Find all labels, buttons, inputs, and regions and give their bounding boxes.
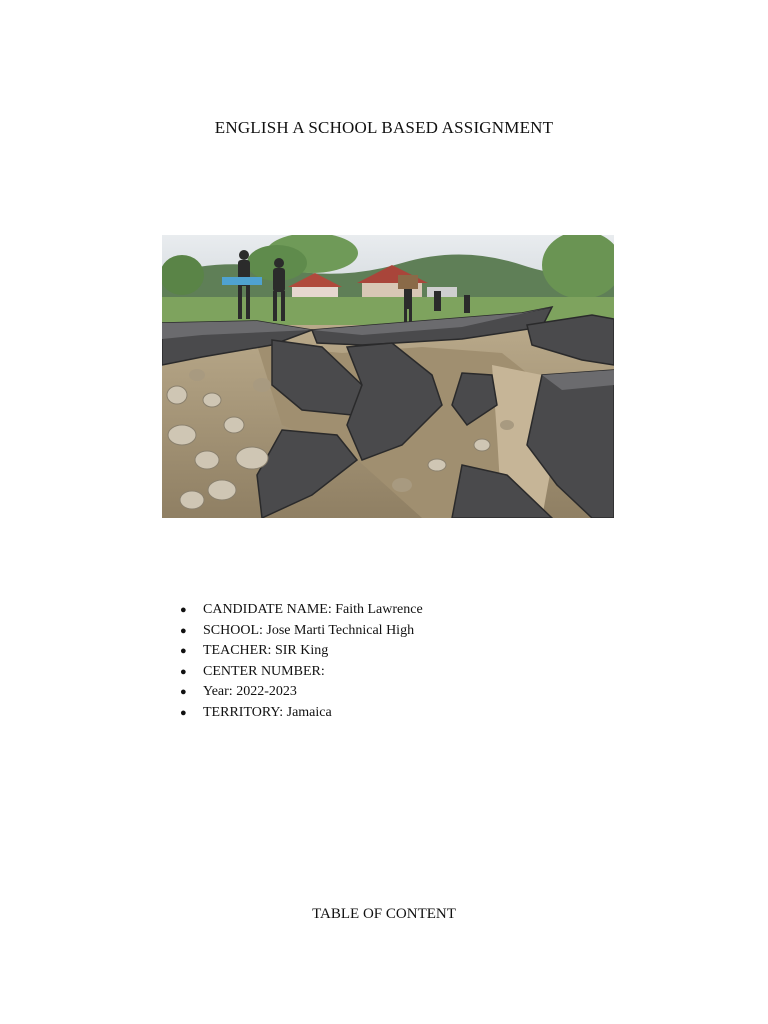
candidate-name-text: CANDIDATE NAME: Faith Lawrence bbox=[203, 602, 423, 617]
list-item-school bbox=[176, 621, 423, 642]
list-item-year bbox=[176, 682, 423, 703]
territory-text: TERRITORY: Jamaica bbox=[203, 704, 332, 720]
table-of-content-heading: TABLE OF CONTENT bbox=[312, 906, 456, 922]
list-item-territory bbox=[176, 703, 423, 724]
bullet-icon: ● bbox=[180, 645, 187, 657]
candidate-details-list bbox=[176, 600, 423, 723]
year-text: Year: 2022-2023 bbox=[203, 684, 297, 699]
center-number-text: CENTER NUMBER: bbox=[203, 663, 325, 679]
teacher-text: TEACHER: SIR King bbox=[203, 643, 329, 658]
earthquake-cracked-road-photo bbox=[162, 235, 614, 518]
list-item-teacher bbox=[176, 641, 423, 662]
bullet-icon: ● bbox=[180, 604, 187, 616]
bullet-icon: ● bbox=[180, 665, 187, 678]
list-item-candidate-name bbox=[176, 600, 423, 621]
document-title: ENGLISH A SCHOOL BASED ASSIGNMENT bbox=[214, 118, 554, 137]
bullet-icon: ● bbox=[180, 706, 187, 719]
bullet-icon: ● bbox=[180, 624, 187, 637]
list-item-center-number bbox=[176, 662, 423, 683]
school-text: SCHOOL: Jose Marti Technical High bbox=[203, 622, 415, 638]
bullet-icon: ● bbox=[180, 686, 187, 698]
